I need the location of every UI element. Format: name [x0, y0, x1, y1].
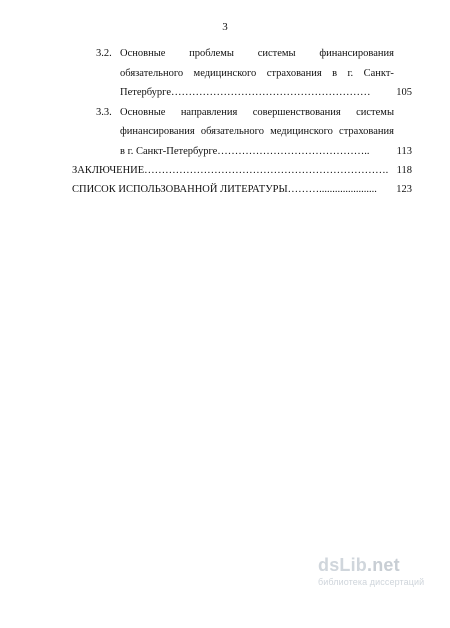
toc-entry-references: СПИСОК ИСПОЛЬЗОВАННОЙ ЛИТЕРАТУРЫ………......................	[72, 184, 377, 195]
word: системы	[356, 107, 394, 118]
toc-entry-line	[120, 125, 394, 138]
word: Основные	[120, 48, 166, 59]
watermark	[318, 555, 438, 587]
word: финансирования	[319, 48, 394, 59]
toc-page-number: 105	[396, 87, 412, 98]
toc-entry-line	[120, 106, 394, 119]
watermark-subtitle: библиотека диссертаций	[318, 577, 425, 587]
word: финансирования	[120, 126, 195, 137]
word: проблемы	[189, 48, 234, 59]
toc-entry-line	[120, 47, 394, 60]
toc-page-number: 118	[396, 165, 412, 176]
word: медицинского	[270, 126, 333, 137]
watermark-logo-main: dsLib	[318, 555, 367, 575]
word: Основные	[120, 107, 166, 118]
watermark-logo-tld: .net	[367, 555, 400, 575]
toc-page-number: 113	[396, 146, 412, 157]
toc-page-number: 123	[396, 184, 412, 195]
word: обязательного	[200, 126, 264, 137]
word: в	[332, 68, 338, 79]
page-number: 3	[222, 21, 228, 33]
word: совершенствования	[252, 107, 341, 118]
word: страхования	[339, 126, 394, 137]
word: г.	[347, 68, 354, 79]
word: обязательного	[120, 68, 184, 79]
toc-entry-conclusion: ЗАКЛЮЧЕНИЕ…………………………………………………………….	[72, 165, 389, 176]
toc-entry-line: в г. Санкт-Петербурге……………………………………..	[120, 146, 370, 157]
word: Санкт-	[363, 68, 394, 79]
watermark-logo	[318, 555, 438, 576]
toc-entry-number: 3.3.	[96, 107, 112, 118]
toc-entry-line	[120, 67, 394, 80]
word: страхования	[266, 68, 322, 79]
word: медицинского	[193, 68, 257, 79]
toc-entry-line: Петербурге…………………………………………………	[120, 87, 371, 98]
word: системы	[257, 48, 296, 59]
toc-entry-number: 3.2.	[96, 48, 112, 59]
word: направления	[180, 107, 238, 118]
